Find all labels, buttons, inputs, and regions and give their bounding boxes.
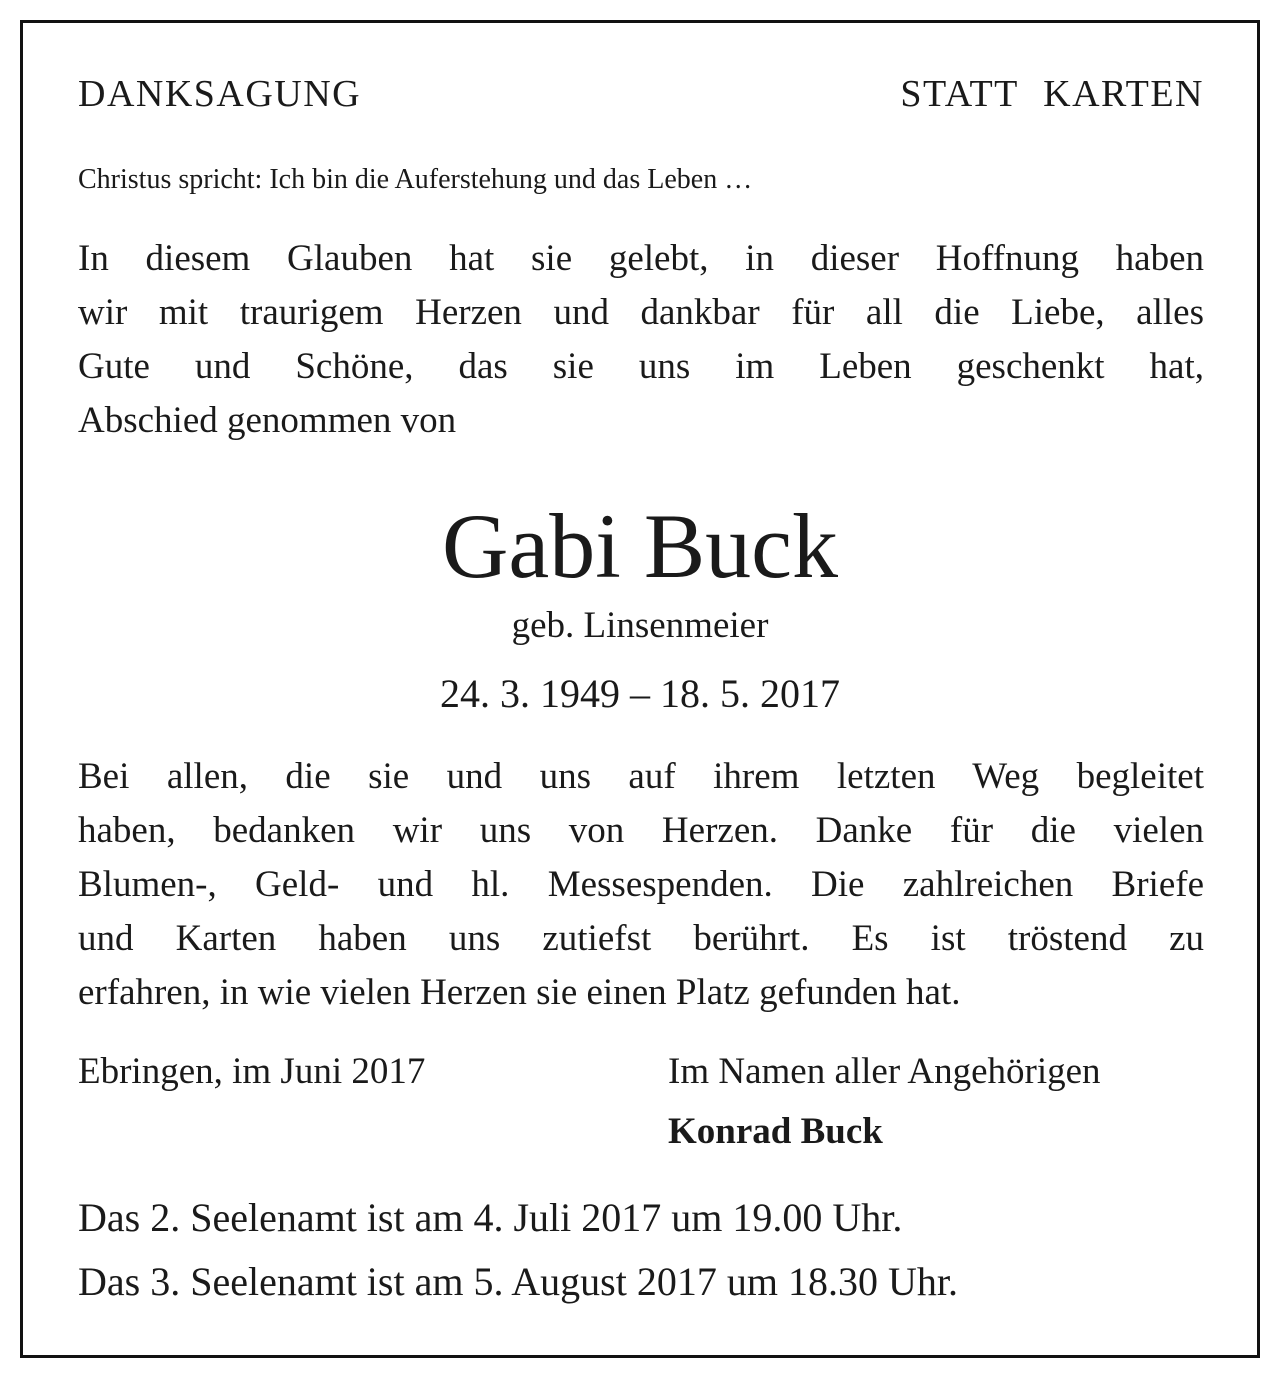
deceased-name: Gabi Buck — [441, 495, 839, 597]
intro-paragraph — [78, 232, 1204, 448]
mass-announcement: Das 2. Seelenamt ist am 4. Juli 2017 um 19.00 Uhr. — [78, 1195, 903, 1240]
thanks-line: haben, bedanken wir uns von Herzen. Danke für die vielen — [78, 810, 1204, 851]
on-behalf-text: Im Namen aller Angehörigen — [668, 1051, 1101, 1092]
intro-line: In diesem Glauben hat sie gelebt, in dieser Hoffnung haben — [78, 238, 1204, 279]
mass-announcement: Das 3. Seelenamt ist am 5. August 2017 um 18.30 Uhr. — [78, 1259, 958, 1304]
place-date: Ebringen, im Juni 2017 — [78, 1051, 426, 1092]
intro-line: Abschied genommen von — [78, 400, 457, 441]
life-dates: 24. 3. 1949 – 18. 5. 2017 — [440, 671, 840, 716]
thanks-line: und Karten haben uns zutiefst berührt. Es ist tröstend zu — [78, 918, 1204, 959]
thanks-paragraph — [78, 750, 1204, 1020]
birth-name: geb. Linsenmeier — [511, 605, 769, 646]
signer-name: Konrad Buck — [668, 1111, 883, 1152]
thanks-line: Bei allen, die sie und uns auf ihrem letzten Weg begleitet — [78, 756, 1204, 797]
header-note: STATT KARTEN — [900, 73, 1204, 115]
thanks-line: Blumen-, Geld- und hl. Messespenden. Die zahlreichen Briefe — [78, 864, 1204, 905]
thanks-line: erfahren, in wie vielen Herzen sie einen Platz gefunden hat. — [78, 972, 961, 1013]
header-title: DANKSAGUNG — [78, 73, 362, 115]
intro-line: Gute und Schöne, das sie uns im Leben geschenkt hat, — [78, 346, 1204, 387]
bible-quote: Christus spricht: Ich bin die Auferstehung und das Leben … — [78, 164, 753, 195]
intro-line: wir mit traurigem Herzen und dankbar für all die Liebe, alles — [78, 292, 1204, 333]
